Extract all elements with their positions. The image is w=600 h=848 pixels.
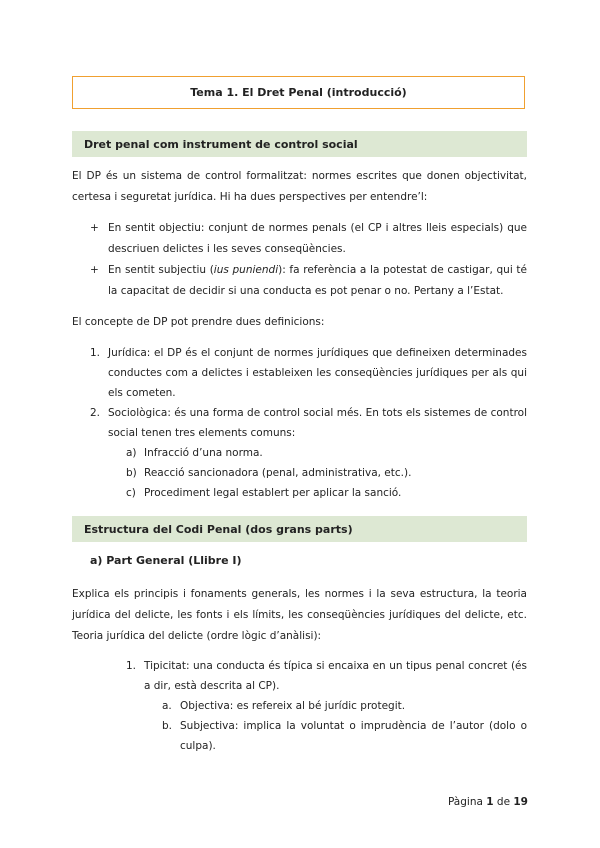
- page-total: 19: [513, 796, 528, 808]
- sublist-letter: c): [126, 487, 136, 499]
- list-item: [126, 656, 527, 756]
- definitions-list: [90, 343, 527, 503]
- page-of: de: [496, 796, 511, 808]
- list-item-text: En sentit objectiu: conjunt de normes penals (el CP i altres lleis especials) que descriuen delictes i les seves conseqüències.: [108, 222, 527, 255]
- list-number: 1.: [90, 347, 101, 359]
- list-number: 1.: [126, 660, 137, 672]
- concept-intro: El concepte de DP pot prendre dues definicions:: [72, 316, 325, 328]
- sublist-item-text: Procediment legal establert per aplicar la sanció.: [144, 487, 402, 499]
- sublist-item: [126, 443, 527, 463]
- list-item: [90, 218, 527, 260]
- list-item: [90, 403, 527, 503]
- sublist-item: [162, 696, 527, 716]
- sublist-item: [162, 716, 527, 756]
- plus-bullet-icon: +: [90, 222, 99, 234]
- list-item-text: Jurídica: el DP és el conjunt de normes jurídiques que defineixen determinades conductes com a delictes i estableixen les conseqüències jurídiques per als qui els cometen.: [108, 347, 527, 399]
- list-item-text: Tipicitat: una conducta és típica si encaixa en un tipus penal concret (és a dir, està descrita al CP).: [144, 660, 527, 692]
- page-current: 1: [486, 796, 494, 808]
- sublist-item-text: Infracció d’una norma.: [144, 447, 263, 459]
- sublist-letter: b): [126, 467, 137, 479]
- list-item-italic: ius puniendi: [213, 264, 279, 276]
- sublist-item-text: Reacció sancionadora (penal, administrativa, etc.).: [144, 467, 412, 479]
- sublist-item-text: Subjectiva: implica la voluntat o imprudència de l’autor (dolo o culpa).: [180, 720, 527, 752]
- list-item-text-before: En sentit subjectiu (: [108, 264, 214, 276]
- section-heading-codi-penal: Estructura del Codi Penal (dos grans parts): [72, 516, 527, 542]
- subheading-part-general: a) Part General (Llibre I): [90, 554, 242, 567]
- sublist-item: [126, 483, 527, 503]
- document-title: Tema 1. El Dret Penal (introducció): [72, 76, 525, 109]
- list-item-text: Sociològica: és una forma de control social més. En tots els sistemes de control social tenen tres elements comuns:: [108, 407, 527, 439]
- plus-bullet-icon: +: [90, 264, 99, 276]
- typicity-sublist: [162, 696, 527, 756]
- intro-paragraph: El DP és un sistema de control formalitzat: normes escrites que donen objectivitat, certesa i seguretat jurídica. Hi ha dues perspectives per entendre’l:: [72, 170, 527, 203]
- list-number: 2.: [90, 407, 101, 419]
- list-item-text-after: ): fa referència a la potestat de castigar, qui té la capacitat de decidir si una conducta es pot penar o no. Pertany a l’Estat.: [108, 264, 527, 297]
- page-footer: [448, 797, 528, 808]
- section-heading-control-social: Dret penal com instrument de control social: [72, 131, 527, 157]
- sublist-item: [126, 463, 527, 483]
- list-item: [90, 343, 527, 403]
- list-item: [90, 260, 527, 302]
- sublist-letter: b.: [162, 720, 173, 732]
- theory-list: [126, 656, 527, 756]
- page-label: Pàgina: [447, 796, 483, 808]
- sublist-letter: a): [126, 447, 137, 459]
- perspectives-list: [90, 218, 527, 302]
- elements-sublist: [126, 443, 527, 503]
- sublist-letter: a.: [162, 700, 172, 712]
- part-general-paragraph: Explica els principis i fonaments generals, les normes i la seva estructura, la teoria jurídica del delicte, les fonts i els límits, les conseqüències jurídiques del delicte, etc. Teoria jurídica del delicte (ordre lògic d’anàlisi):: [72, 588, 527, 642]
- sublist-item-text: Objectiva: es refereix al bé jurídic protegit.: [180, 700, 406, 712]
